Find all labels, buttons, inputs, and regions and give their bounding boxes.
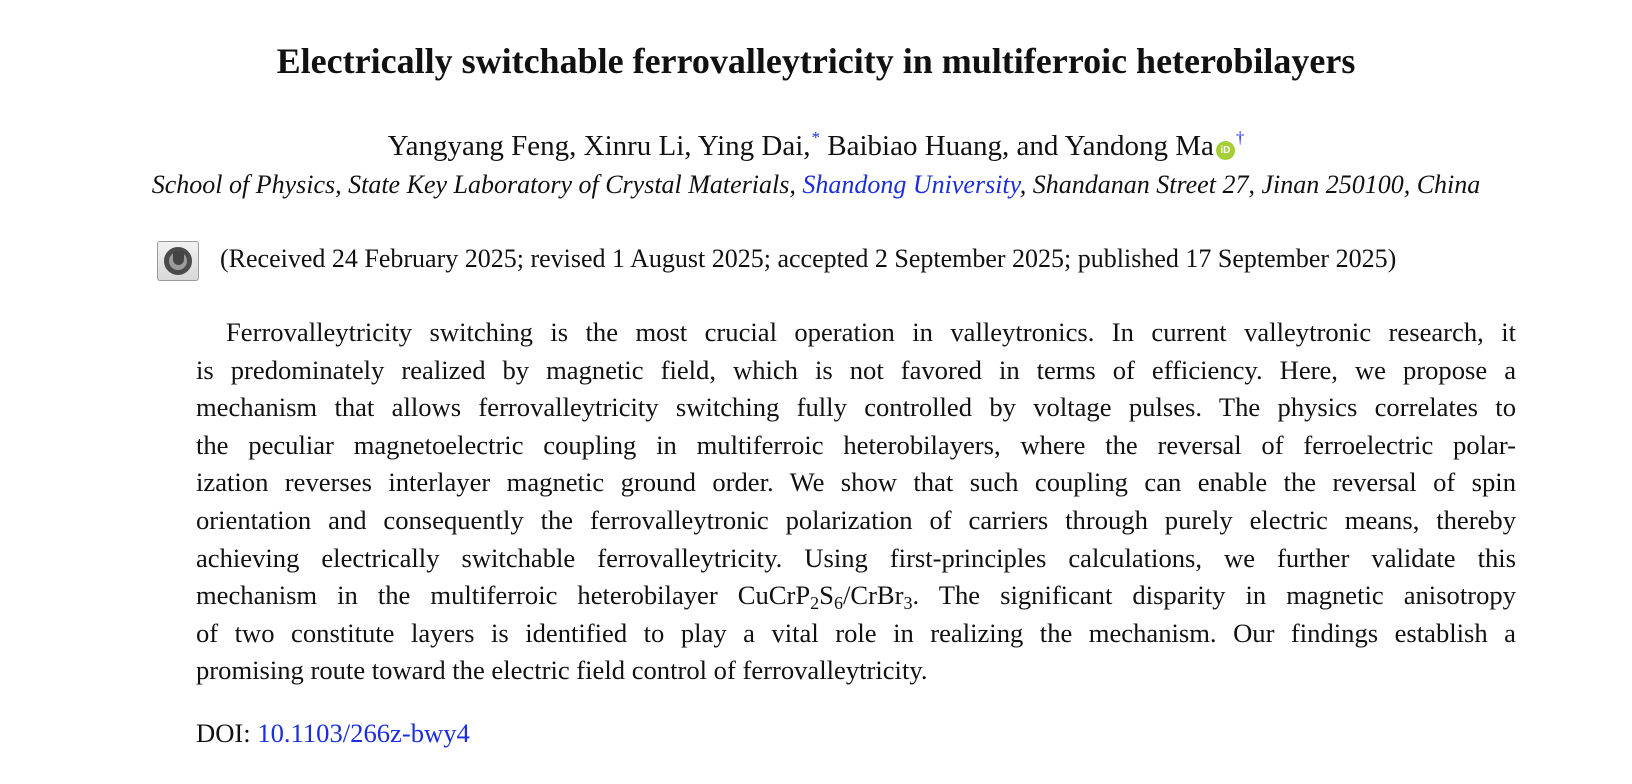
affiliation-prefix: School of Physics, State Key Laboratory of Crystal Materials,: [151, 170, 803, 199]
crossmark-icon[interactable]: [157, 241, 199, 281]
dagger-mark-link[interactable]: †: [1235, 128, 1245, 147]
author-list: [0, 128, 1632, 163]
abstract-line: orientation and consequently the ferrovalleytronic polarization of carriers through purely electric means, thereby: [196, 504, 1516, 535]
publication-dates: (Received 24 February 2025; revised 1 August 2025; accepted 2 September 2025; published 17 September 2025): [220, 244, 1397, 273]
abstract-line: mechanism that allows ferrovalleytricity switching fully controlled by voltage pulses. The physics correlates to: [196, 392, 1516, 423]
abstract: [196, 314, 1516, 690]
affiliation-suffix: , Shandanan Street 27, Jinan 250100, China: [1019, 170, 1481, 199]
abstract-line-formula: [196, 577, 1516, 615]
crossmark-bookmark: [173, 251, 184, 265]
abstract-line: promising route toward the electric field control of ferrovalleytricity.: [196, 655, 928, 686]
authors-part-1: Yangyang Feng, Xinru Li, Ying Dai,: [387, 130, 811, 162]
university-link[interactable]: Shandong University: [802, 170, 1020, 199]
paper-title: Electrically switchable ferrovalleytricity in multiferroic heterobilayers: [276, 41, 1356, 81]
formula-text-after: . The significant disparity in magnetic anisotropy: [912, 580, 1516, 611]
formula-text-before: mechanism in the multiferroic heterobilayer CuCrP: [196, 580, 811, 611]
abstract-line: of two constitute layers is identified to play a vital role in realizing the mechanism. Our findings establish a: [196, 617, 1516, 648]
abstract-line: achieving electrically switchable ferrovalleytricity. Using first-principles calculations, we further validate this: [196, 542, 1516, 573]
formula-subscript: 3: [903, 593, 913, 614]
abstract-line: ization reverses interlayer magnetic ground order. We show that such coupling can enable the reversal of spin: [196, 467, 1516, 498]
formula-text: S: [819, 580, 834, 611]
abstract-line: Ferrovalleytricity switching is the most crucial operation in valleytronics. In current valleytronic research, it: [226, 317, 1516, 347]
abstract-line: is predominately realized by magnetic field, which is not favored in terms of efficiency. Here, we propose a: [196, 354, 1516, 385]
abstract-line: the peculiar magnetoelectric coupling in multiferroic heterobilayers, where the reversal of ferroelectric polar-: [196, 429, 1516, 460]
doi: [196, 718, 470, 749]
doi-label: DOI:: [196, 718, 258, 748]
formula-text: /CrBr: [842, 580, 904, 611]
corresponding-mark-link[interactable]: *: [811, 128, 821, 147]
affiliation: [0, 170, 1632, 200]
authors-part-2: Baibiao Huang, and Yandong Ma: [820, 130, 1214, 162]
orcid-icon[interactable]: iD: [1216, 141, 1235, 160]
doi-link[interactable]: 10.1103/266z-bwy4: [257, 718, 470, 748]
formula-subscript: 2: [810, 593, 820, 614]
formula-subscript: 6: [833, 593, 843, 614]
